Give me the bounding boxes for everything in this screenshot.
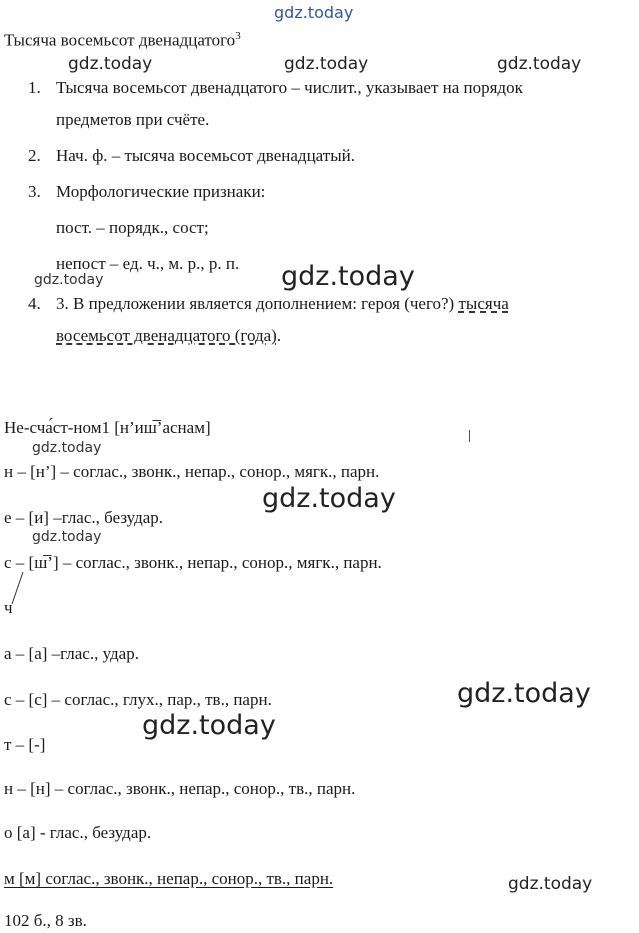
document-title <box>4 26 241 51</box>
title-text: Тысяча восемьсот двенадцатого <box>4 30 236 50</box>
watermark: gdz.today <box>32 440 102 456</box>
list-text: Морфологические признаки: <box>56 182 266 201</box>
phonetic-row: е – [и] –глас., безудар. <box>4 508 164 527</box>
list-text: 3. В предложении является дополнением: героя (чего?) <box>56 294 459 313</box>
watermark-top: gdz.today <box>274 3 354 22</box>
list-number: 2. <box>28 146 41 165</box>
list-item <box>28 294 509 314</box>
watermark: gdz.today <box>508 874 593 894</box>
watermark: gdz.today <box>68 54 153 74</box>
phonetic-row: ч <box>4 598 13 617</box>
phonetic-row: т – [-] <box>4 735 46 754</box>
phonetic-header: Не-сча́ст-ном1 [н’иш̅’аснам] <box>4 418 211 437</box>
link-stroke <box>10 570 24 606</box>
list-item <box>28 182 265 202</box>
list-continuation <box>56 326 281 346</box>
phonetic-row: с – [с] – соглас., глух., пар., тв., парн. <box>4 690 272 709</box>
list-continuation: пост. – порядк., сост; <box>56 218 209 237</box>
phonetic-row: н – [н] – соглас., звонк., непар., сонор., тв., парн. <box>4 779 356 798</box>
watermark: gdz.today <box>457 678 591 709</box>
title-superscript: 3 <box>235 30 241 42</box>
list-number: 3. <box>28 182 41 201</box>
phonetic-row: а – [а] –глас., удар. <box>4 644 139 663</box>
watermark: gdz.today <box>497 54 582 74</box>
list-number: 4. <box>28 294 41 313</box>
list-text: . <box>276 326 282 345</box>
watermark: gdz.today <box>142 710 276 741</box>
watermark: gdz.today <box>32 529 102 545</box>
list-item <box>28 146 355 166</box>
phonetic-row: н – [н’] – соглас., звонк., непар., сонор., мягк., парн. <box>4 462 380 481</box>
list-text: Тысяча восемьсот двенадцатого – числит., указывает на порядок <box>56 78 523 97</box>
phonetic-footer: 102 б., 8 зв. <box>4 911 87 930</box>
list-item <box>28 78 523 98</box>
list-continuation: предметов при счёте. <box>56 110 210 129</box>
underlined-text: тысяча <box>458 294 509 313</box>
phonetic-row: с – [ш̅’] – соглас., звонк., непар., сонор., мягк., парн. <box>4 553 382 572</box>
stray-mark <box>469 430 470 442</box>
underlined-text: восемьсот двенадцатого (года) <box>56 326 277 345</box>
watermark: gdz.today <box>34 272 104 288</box>
list-number: 1. <box>28 78 41 97</box>
watermark: gdz.today <box>281 261 415 292</box>
watermark: gdz.today <box>262 483 396 514</box>
phonetic-row: м [м] соглас., звонк., непар., сонор., тв., парн. <box>4 869 334 888</box>
list-text: Нач. ф. – тысяча восемьсот двенадцатый. <box>56 146 355 165</box>
list-continuation: непост – ед. ч., м. р., р. п. <box>56 254 240 273</box>
phonetic-row: о [а] - глас., безудар. <box>4 823 152 842</box>
watermark: gdz.today <box>284 54 369 74</box>
